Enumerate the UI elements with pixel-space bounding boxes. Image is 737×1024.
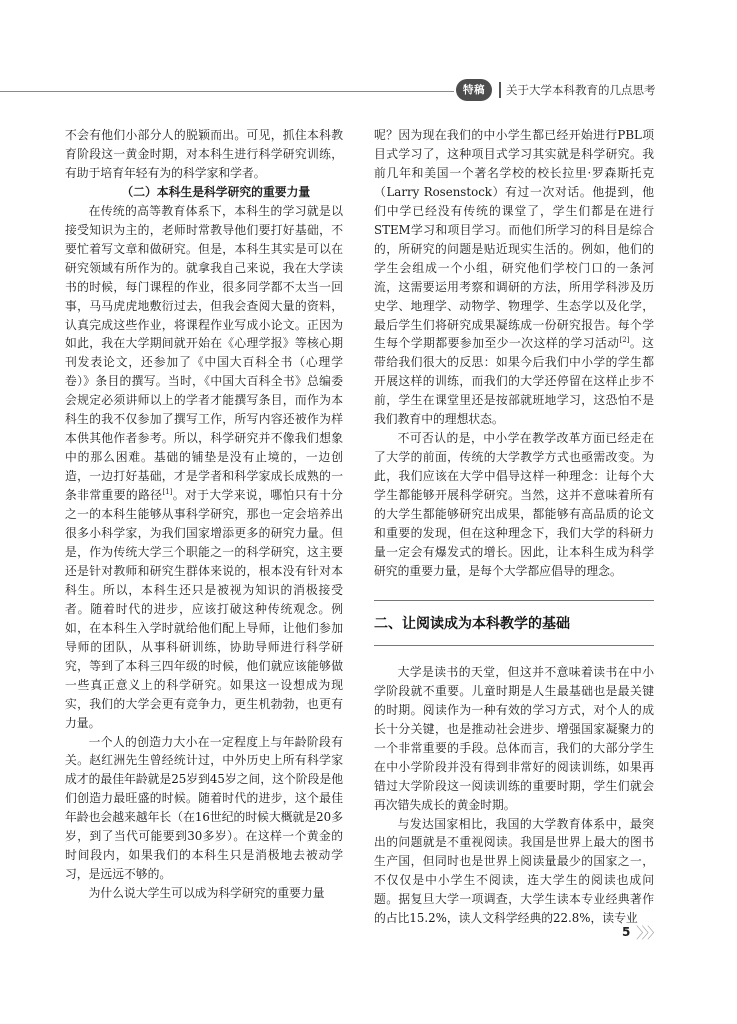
citation-ref: [2] bbox=[619, 336, 630, 345]
paragraph-text: 。对于大学来说，哪怕只有十分之一的本科生能够从事科学研究，那也一定会培养出很多小科学家，为我们国家增添更多的研究力量。但是，作为传统大学三个职能之一的科学研究，这主要还是针对教师和研究生群体来说的，根本没有针对本科生。所以，本科生还只是被视为知识的消极接受者。随着时代的进步，应该打破这种传统观念。例如，在本科生入学时就给他们配上导师，让他们参加导师的团队，从事科研训练，协助导师进行科学研究，等到了本科三四年级的时候，他们就应该能够做一些真正意义上的科学研究。如果这一设想成为现实，我们的大学会更有竞争力，更生机勃勃，也更有力量。 bbox=[65, 488, 343, 730]
paragraph-text: 呢？因为现在我们的中小学生都已经开始进行PBL项目式学习了，这种项目式学习其实就是科学研究。我前几年和美国一个著名学校的校长拉里·罗森斯托克（Larry Rosenstock）有过一次对话。他提到，他们中学已经没有传统的课堂了，学生们都是在进行STEM学习和项目学习。而他们所学习的科目是综合的，所研究的问题是贴近现实生活的。例如，他们的学生会组成一个小组，研究他们学校门口的一条河流，这需要运用考察和调研的方法，所用学科涉及历史学、地理学、动物学、物理学、生态学以及化学，最后学生们将研究成果凝练成一份研究报告。每个学生每个学期都要参加至少一次这样的学习活动 bbox=[374, 128, 654, 351]
paragraph: 不会有他们小部分人的脱颖而出。可见，抓住本科教育阶段这一黄金时期，对本科生进行科学研究训练，有助于培育年轻有为的科学家和学者。 bbox=[65, 128, 343, 180]
paragraph bbox=[374, 126, 654, 429]
page-number: 5 bbox=[622, 925, 631, 939]
paragraph-text: 。这带给我们很大的反思：如果今后我们中小学的学生都开展这样的训练，而我们的大学还停留在这样止步不前，学生在课堂里还是按部就班地学习，这恐怕不是我们教育中的理想状态。 bbox=[374, 336, 654, 427]
subsection-heading: （二）本科生是科学研究的重要力量 bbox=[121, 184, 311, 199]
left-column bbox=[65, 126, 343, 903]
paragraph: 不可否认的是，中小学在教学改革方面已经走在了大学的前面，传统的大学教学方式也亟需改变。为此，我们应该在大学中倡导这样一种理念：让每个大学生都能够开展科学研究。当然，这并不意味着所有的大学生都能够研究出成果，都能够有高品质的论文和重要的发现，但在这种理念下，我们大学的科研力量一定会有爆发式的增长。因此，让本科生成为科学研究的重要力量，是每个大学都应倡导的理念。 bbox=[374, 431, 654, 578]
right-column bbox=[374, 126, 654, 928]
header-separator bbox=[499, 82, 501, 98]
header-rule bbox=[0, 91, 454, 92]
paragraph: 大学是读书的天堂，但这并不意味着读书在中小学阶段就不重要。儿童时期是人生最基础也是最关键的时期。阅读作为一种有效的学习方式，对个人的成长十分关键，也是推动社会进步、增强国家凝聚力的一个非常重要的手段。总体而言，我们的大部分学生在中小学阶段并没有得到非常好的阅读训练，如果再错过大学阶段这一阅读训练的重要时期，学生们就会再次错失成长的黄金时期。 bbox=[374, 664, 654, 812]
paragraph: 一个人的创造力大小在一定程度上与年龄阶段有关。赵红洲先生曾经统计过，中外历史上所有科学家成才的最佳年龄就是25岁到45岁之间，这个阶段是他们创造力最旺盛的时候。随着时代的进步，这个最佳年龄也会越来越年长（在16世纪的时候大概就是20多岁，到了当代可能要到30多岁）。在这样一个黄金的时间段内，如果我们的本科生只是消极地去被动学习，是远远不够的。 bbox=[65, 734, 343, 882]
paragraph-text: 在传统的高等教育体系下，本科生的学习就是以接受知识为主的，老师时常教导他们要打好基础，不要忙着写文章和做研究。但是，本科生其实是可以在研究领域有所作为的。就拿我自己来说，我在大学读书的时候，每门课程的作业，很多同学都不太当一回事，马马虎虎地敷衍过去，但我会查阅大量的资料，认真完成这些作业，将课程作业写成小论文。正因为如此，我在大学期间就开始在《心理学报》等核心期刊发表论文，还参加了《中国大百科全书（心理学卷）》条目的撰写。当时，《中国大百科全书》总编委会规定必须讲师以上的学者才能撰写条目，而作为本科生的我不仅参加了撰写工作，所写内容还被作为样本供其他作者参考。所以，科学研究并不像我们想象中的那么困难。基础的铺垫是没有止境的，一边创造，一边打好基础，才是学者和科学家成长成熟的一条非常重要的路径 bbox=[65, 203, 343, 503]
paragraph: 与发达国家相比，我国的大学教育体系中，最突出的问题就是不重视阅读。我国是世界上最大的图书生产国，但同时也是世界上阅读量最少的国家之一，不仅仅是中小学生不阅读，连大学生的阅读也成问题。据复旦大学一项调查，大学生读本专业经典著作的占比15.2%，读人文科学经典的22.8%，读专业 bbox=[374, 816, 654, 926]
paragraph: 为什么说大学生可以成为科学研究的重要力量 bbox=[88, 886, 325, 901]
next-page-arrows-icon: 〉〉〉 bbox=[636, 924, 661, 942]
citation-ref: [1] bbox=[162, 488, 173, 497]
paragraph bbox=[65, 202, 343, 733]
section-badge: 特稿 bbox=[456, 79, 492, 101]
running-header-title: 关于大学本科教育的几点思考 bbox=[506, 83, 656, 97]
section-heading: 二、让阅读成为本科教学的基础 bbox=[374, 600, 654, 646]
